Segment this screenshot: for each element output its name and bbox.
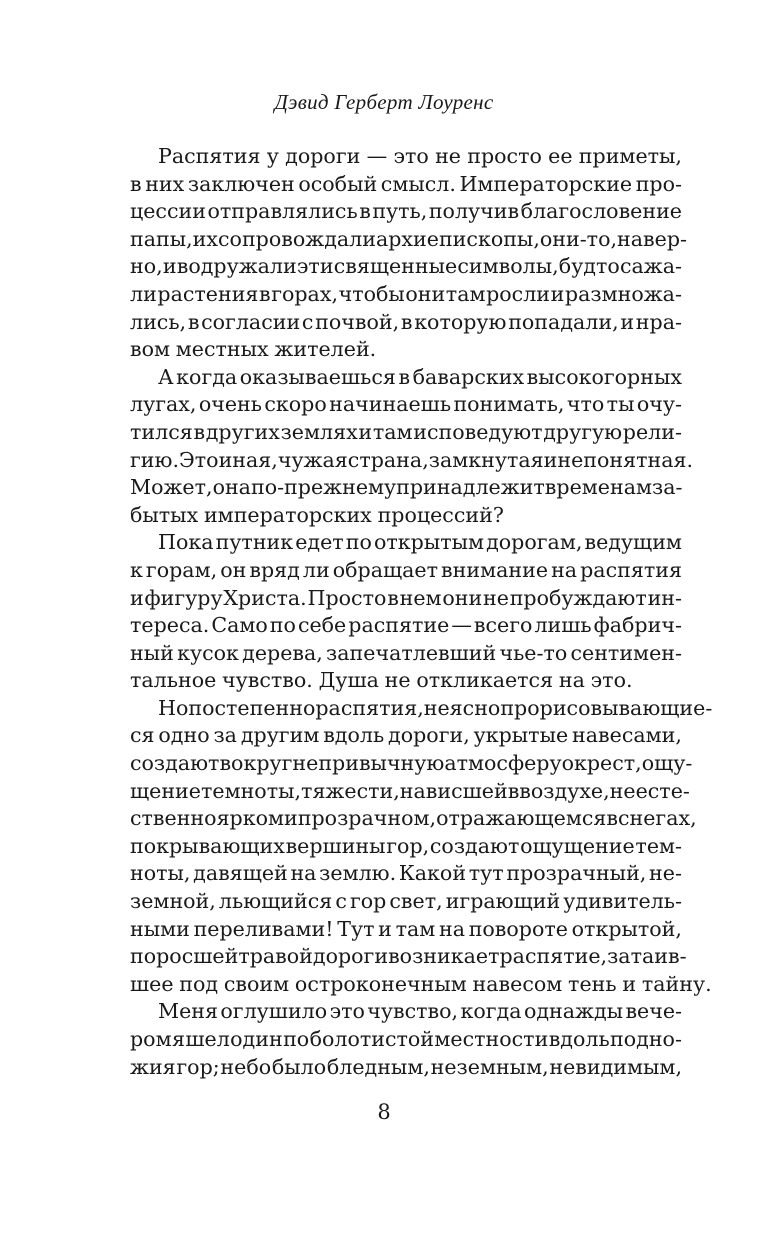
text-line: цессии отправлялись в путь, получив благословение bbox=[130, 199, 682, 224]
running-head: Дэвид Герберт Лоуренс bbox=[274, 90, 494, 114]
text-line: шее под своим остроконечным навесом тень и тайну. bbox=[130, 971, 712, 996]
text-line: Меня оглушило это чувство, когда однажды вече- bbox=[158, 999, 682, 1024]
paragraph bbox=[130, 695, 713, 999]
paragraph bbox=[130, 529, 682, 695]
body-text bbox=[130, 143, 713, 1081]
text-line: лись, в согласии с почвой, в которую попадали, и нра- bbox=[130, 309, 682, 334]
text-line: создают вокруг непривычную атмосферу окрест, ощу- bbox=[130, 751, 693, 776]
text-line: Но постепенно распятия, неясно прорисовывающие- bbox=[158, 695, 713, 720]
text-line: Пока путник едет по открытым дорогам, ведущим bbox=[158, 530, 682, 555]
text-line: бытых императорских процессий? bbox=[130, 502, 504, 527]
text-line: ственно ярком и прозрачном, отражающемся в снегах, bbox=[130, 806, 697, 831]
text-line: и фигуру Христа. Просто в нем они не пробуждают ин- bbox=[130, 585, 682, 610]
text-line: ный кусок дерева, запечатлевший чье-то сентимен- bbox=[130, 640, 682, 665]
text-line: тился в других землях и там исповедуют другую рели- bbox=[130, 419, 682, 444]
paragraph bbox=[130, 998, 682, 1081]
text-line: тереса. Само по себе распятие — всего лишь фабрич- bbox=[130, 613, 682, 638]
text-line: ся одно за другим вдоль дороги, укрытые навесами, bbox=[130, 723, 682, 748]
text-line: вом местных жителей. bbox=[130, 337, 377, 362]
text-line: ром я шел один по болотистой местности вдоль подно- bbox=[130, 1027, 682, 1051]
text-line: к горам, он вряд ли обращает внимание на распятия bbox=[130, 557, 682, 582]
text-line: тальное чувство. Душа не откликается на это. bbox=[130, 668, 633, 693]
text-line: покрывающих вершины гор, создают ощущение тем- bbox=[130, 833, 682, 858]
text-line: папы, их сопровождали архиепископы, они-то, навер- bbox=[130, 226, 687, 251]
text-line: ли растения в горах, чтобы они там росли и размножа- bbox=[130, 281, 682, 306]
text-line: гию. Это иная, чужая страна, замкнутая и непонятная. bbox=[130, 447, 694, 472]
text-line: жия гор; небо было бледным, неземным, невидимым, bbox=[130, 1054, 682, 1079]
paragraph bbox=[130, 364, 694, 530]
text-line: Распятия у дороги — это не просто ее приметы, bbox=[158, 144, 682, 168]
text-line: земной, льющийся с гор свет, играющий удивитель- bbox=[130, 889, 682, 914]
text-line: в них заключен особый смысл. Императорские про- bbox=[130, 171, 682, 196]
text-line: лугах, очень скоро начинаешь понимать, что ты очу- bbox=[130, 392, 682, 417]
text-line: Может, она по-прежнему принадлежит временам за- bbox=[130, 475, 683, 500]
text-line: ноты, давящей на землю. Какой тут прозрачный, не- bbox=[130, 861, 682, 886]
paragraph bbox=[130, 143, 687, 364]
text-line: ными переливами! Тут и там на повороте открытой, bbox=[130, 916, 682, 941]
text-line: щение темноты, тяжести, нависшей в воздухе, неесте- bbox=[130, 778, 690, 803]
page-number: 8 bbox=[377, 1100, 391, 1124]
text-line: но, и водружали эти священные символы, будто сажа- bbox=[130, 254, 682, 279]
text-line: поросшей травой дороги возникает распятие, затаив- bbox=[130, 944, 687, 969]
text-line: А когда оказываешься в баварских высокогорных bbox=[158, 364, 682, 389]
